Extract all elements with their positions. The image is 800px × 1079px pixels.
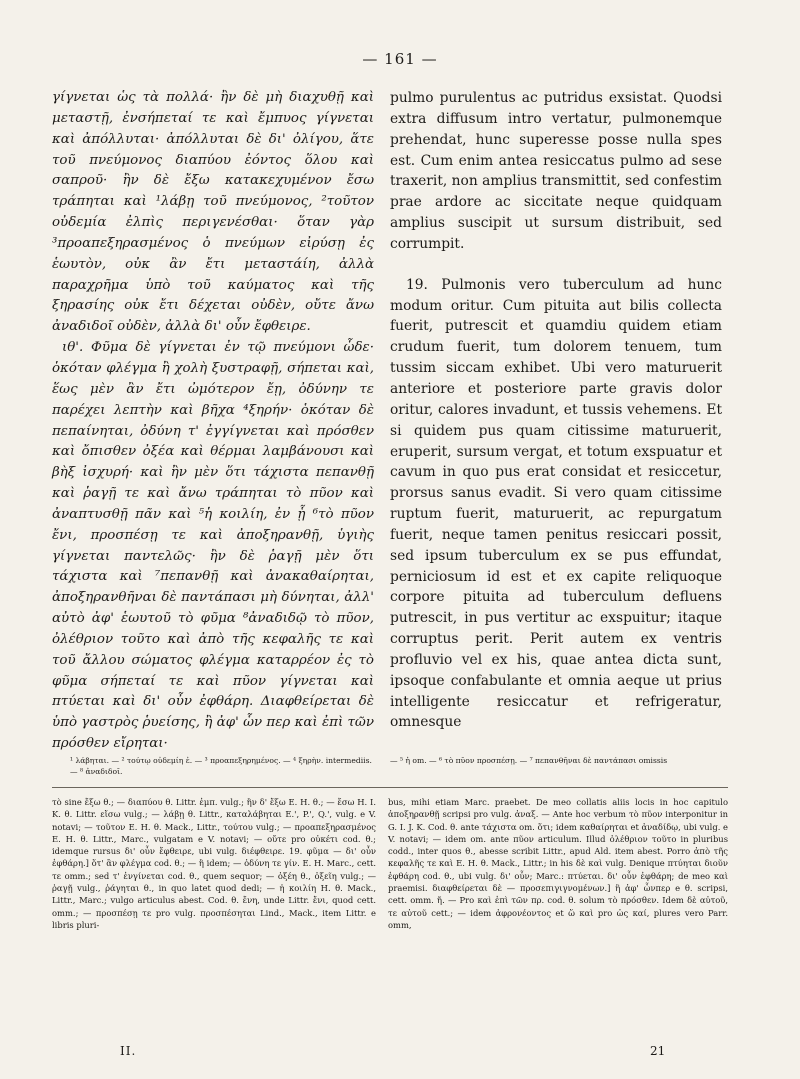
latin-text-column — [390, 88, 722, 733]
greek-paragraph-1: γίγνεται ὡς τὰ πολλά· ἢν δὲ μὴ διαχυθῇ καὶ μεταστῇ, ἐνσήπεταί τε καὶ ἔμπυος γίγνεται καὶ ἀπόλλυται· ἀπόλλυται δὲ δι' ὀλίγου, ἅτε τοῦ πνεύμονος διαπύου ἐόντος ὅλου καὶ σαπροῦ· ἢν δὲ ἔξω κατακεχυμένον ἔσω τράπηται καὶ ¹λάβῃ τοῦ πνεύμονος, ²τοῦτον οὐδεμία ἐλπὶς περιγενέσθαι· ὅταν γὰρ ³προαπεξηρασμένος ὁ πνεύμων εἰρύσῃ ἐς ἑωυτὸν, οὐκ ἂν ἔτι μεταστάίη, ἀλλὰ παραχρῆμα ὑπὸ τοῦ καύματος καὶ τῆς ξηρασίης οὐκ ἔτι δέχεται οὐδὲν, οὔτε ἄνω ἀναδιδοῖ οὐδὲν, ἀλλὰ δι' οὖν ἔφθειρε. — [52, 90, 374, 335]
greek-text-column — [52, 88, 374, 755]
gathering-number: 21 — [650, 1044, 666, 1058]
critical-notes-left — [52, 796, 376, 931]
footnotes-left: ¹ λάβηται. — ² τούτῳ οὐδεμίη ἐ. — ³ προαπεξηρημένος. — ⁴ ξηρὴν. intermediis. — ⁸ ἀναδιδοῖ. — [70, 756, 372, 776]
signature-mark: II. — [120, 1044, 137, 1058]
critical-notes-right — [388, 796, 728, 931]
critical-notes-right-text: bus, mihi etiam Marc. praebet. De meo collatis aliis locis in hoc capitulo ἀποξηρανθῇ scripsi pro vulg. ἀναξ. — Ante hoc verbum τὸ πῦον interponitur in G. I. J. K. Cod. θ. ante τάχιστα om. ὅτι; idem καθαίρηται et ἀναδίδῳ, ubi vulg. e V. notavi; — idem om. ante πῦον articulum. Illud ὀλέθριον τοῦτο in pluribus codd., inter quos θ., abesse scribit Littr., apud Ald. item abest. Porro ἀπὸ τῆς κεφαλῆς τε καὶ E. H. θ. Mack., Littr.; in his δὲ καὶ vulg. Denique πτύηται διοῦν ἐφθάρη cod. θ., ubi vulg. δι' οὖν; Marc.: πτύεται. δι' οὖν ἐφθάρη; de meo καὶ praemisi. διαφθείρεται δὲ — προσεπιγιγνομένων.] ἢ ἀφ' ὧνπερ e θ. scripsi, cett. omm. ἤ. — Pro καὶ ἐπὶ τῶν πρ. cod. θ. solum τὸ πρόσθεν. Idem δὲ αὐτοῦ, τε αὐτοῦ cett.; — idem ἀφρονέοντος et ὥ καὶ pro ὡς καί, plures vero Parr. omm, — [388, 797, 728, 930]
footnotes-right: — ⁵ ἡ om. — ⁶ τὸ πῦον προσπέσῃ. — ⁷ πεπανθῆναι δὲ παντάπασι omissis — [390, 756, 668, 765]
latin-paragraph-2: 19. Pulmonis vero tuberculum ad hunc modum oritur. Cum pituita aut bilis collecta fuerit, putrescit et quamdiu quidem etiam crudum fuerit, tum dolorem tenuem, tum tussim siccam exhibet. Ubi vero maturuerit anteriore et posteriore parte gravis dolor oritur, calores invadunt, et tussis vehemens. Et si quidem pus quam citissime maturuerit, eruperit, sursum vergat, et totum exspuatur et cavum in quo pus erat considat et resiccetur, prorsus sanus evadit. Si vero quam citissime ruptum fuerit, maturuerit, ac repurgatum fuerit, neque tamen penitus resiccari possit, sed ipsum tuberculum ex se pus effundat, perniciosum id est et ex capite reliquoque corpore pituita ad tuberculum defluens putrescit, in pus vertitur ac exspuitur; itaque corruptus perit. Perit autem ex ventris profluvio vel ex his, quae antea dicta sunt, ipsoque confabulante et omnia aeque ut prius intelligente resiccatur et refrigeratur, omnesque — [390, 276, 722, 731]
latin-paragraph-1: pulmo purulentus ac putridus exsistat. Quodsi extra diffusum intro vertatur, pulmonemque prehendat, hunc superesse posse nulla spes est. Cum enim antea resiccatus pulmo ad sese traxerit, non amplius transmittit, sed confestim prae ardore ac siccitate neque quidquam amplius suscipit ut sursum distribuit, sed corrumpit. — [390, 90, 722, 252]
greek-paragraph-2: ιθ'. Φῦμα δὲ γίγνεται ἐν τῷ πνεύμονι ὧδε· ὁκόταν φλέγμα ἢ χολὴ ξυστραφῇ, σήπεται καὶ, ἕως μὲν ἂν ἔτι ὠμότερον ἔῃ, ὀδύνην τε παρέχει λεπτὴν καὶ βῆχα ⁴ξηρήν· ὁκόταν δὲ πεπαίνηται, ὀδύνη τ' ἐγγίγνεται καὶ πρόσθεν καὶ ὄπισθεν ὀξέα καὶ θέρμαι λαμβάνουσι καὶ βὴξ ἰσχυρή· καὶ ἢν μὲν ὅτι τάχιστα πεπανθῇ καὶ ῥαγῇ τε καὶ ἄνω τράπηται τὸ πῦον καὶ ἀναπτυσθῇ πᾶν καὶ ⁵ἡ κοιλίη, ἐν ᾗ ⁶τὸ πῦον ἔνι, προσπέσῃ τε καὶ ἀποξηρανθῇ, ὑγιὴς γίγνεται παντελῶς· ἢν δὲ ῥαγῇ μὲν ὅτι τάχιστα καὶ ⁷πεπανθῇ καὶ ἀνακαθαίρηται, ἀποξηρανθῆναι δὲ παντάπασι μὴ δύνηται, ἀλλ' αὐτὸ ἀφ' ἑωυτοῦ τὸ φῦμα ⁸ἀναδιδῷ τὸ πῦον, ὀλέθριον τοῦτο καὶ ἀπὸ τῆς κεφαλῆς τε καὶ τοῦ ἄλλου σώματος φλέγμα καταρρέον ἐς τὸ φῦμα σήπεταί τε καὶ πῦον γίγνεται καὶ πτύεται καὶ δι' οὖν ἐφθάρη. Διαφθείρεται δὲ ὑπὸ γαστρὸς ῥυείσης, ἢ ἀφ' ὧν περ καὶ ἐπὶ τῶν πρόσθεν εἴρηται· — [52, 340, 374, 752]
notes-divider — [52, 787, 728, 788]
page-number: — 161 — — [362, 50, 438, 68]
critical-notes-left-text: τὸ sine ἔξω θ.; — διαπύου θ. Littr. ἐμπ. vulg.; ἢν δ' ἔξω E. H. θ.; — ἔσω H. I. K. θ. Littr. εἴσω vulg.; — λάβῃ θ. Littr., καταλάβηται E.', P.', Q.', vulg. e V. notavi; — τοῦτον E. H. θ. Mack., Littr., τούτου vulg.; — προαπεξηρασμένος E. H. θ. Littr., Marc., vulgatam e V. notavi; — οὔτε pro οὐκέτι cod. θ.; idemque rursus δι' οὖν ἔφθειρε, ubi vulg. διέφθειρε. 19. φῦμα — δι' οὖν ἐφθάρη.] ὅτ' ἂν φλέγμα cod. θ.; — ἢ idem; — ὀδύνη τε γίν. E. H. Marc., cett. τε omm.; sed τ' ἐνγίνεται cod. θ., quem sequor; — ὀξέη θ., ὀξεῖη vulg.; — ῥαγῇ vulg., ῥάγηται θ., in quo latet quod dedi; — ἡ κοιλίη H. θ. Mack., Littr., Marc.; vulgo articulus abest. Cod. θ. ἔνη, unde Littr. ἔνι, quod cett. omm.; — προσπέσῃ τε pro vulg. προσπέσηται Lind., Mack., item Littr. e libris pluri- — [52, 797, 376, 930]
